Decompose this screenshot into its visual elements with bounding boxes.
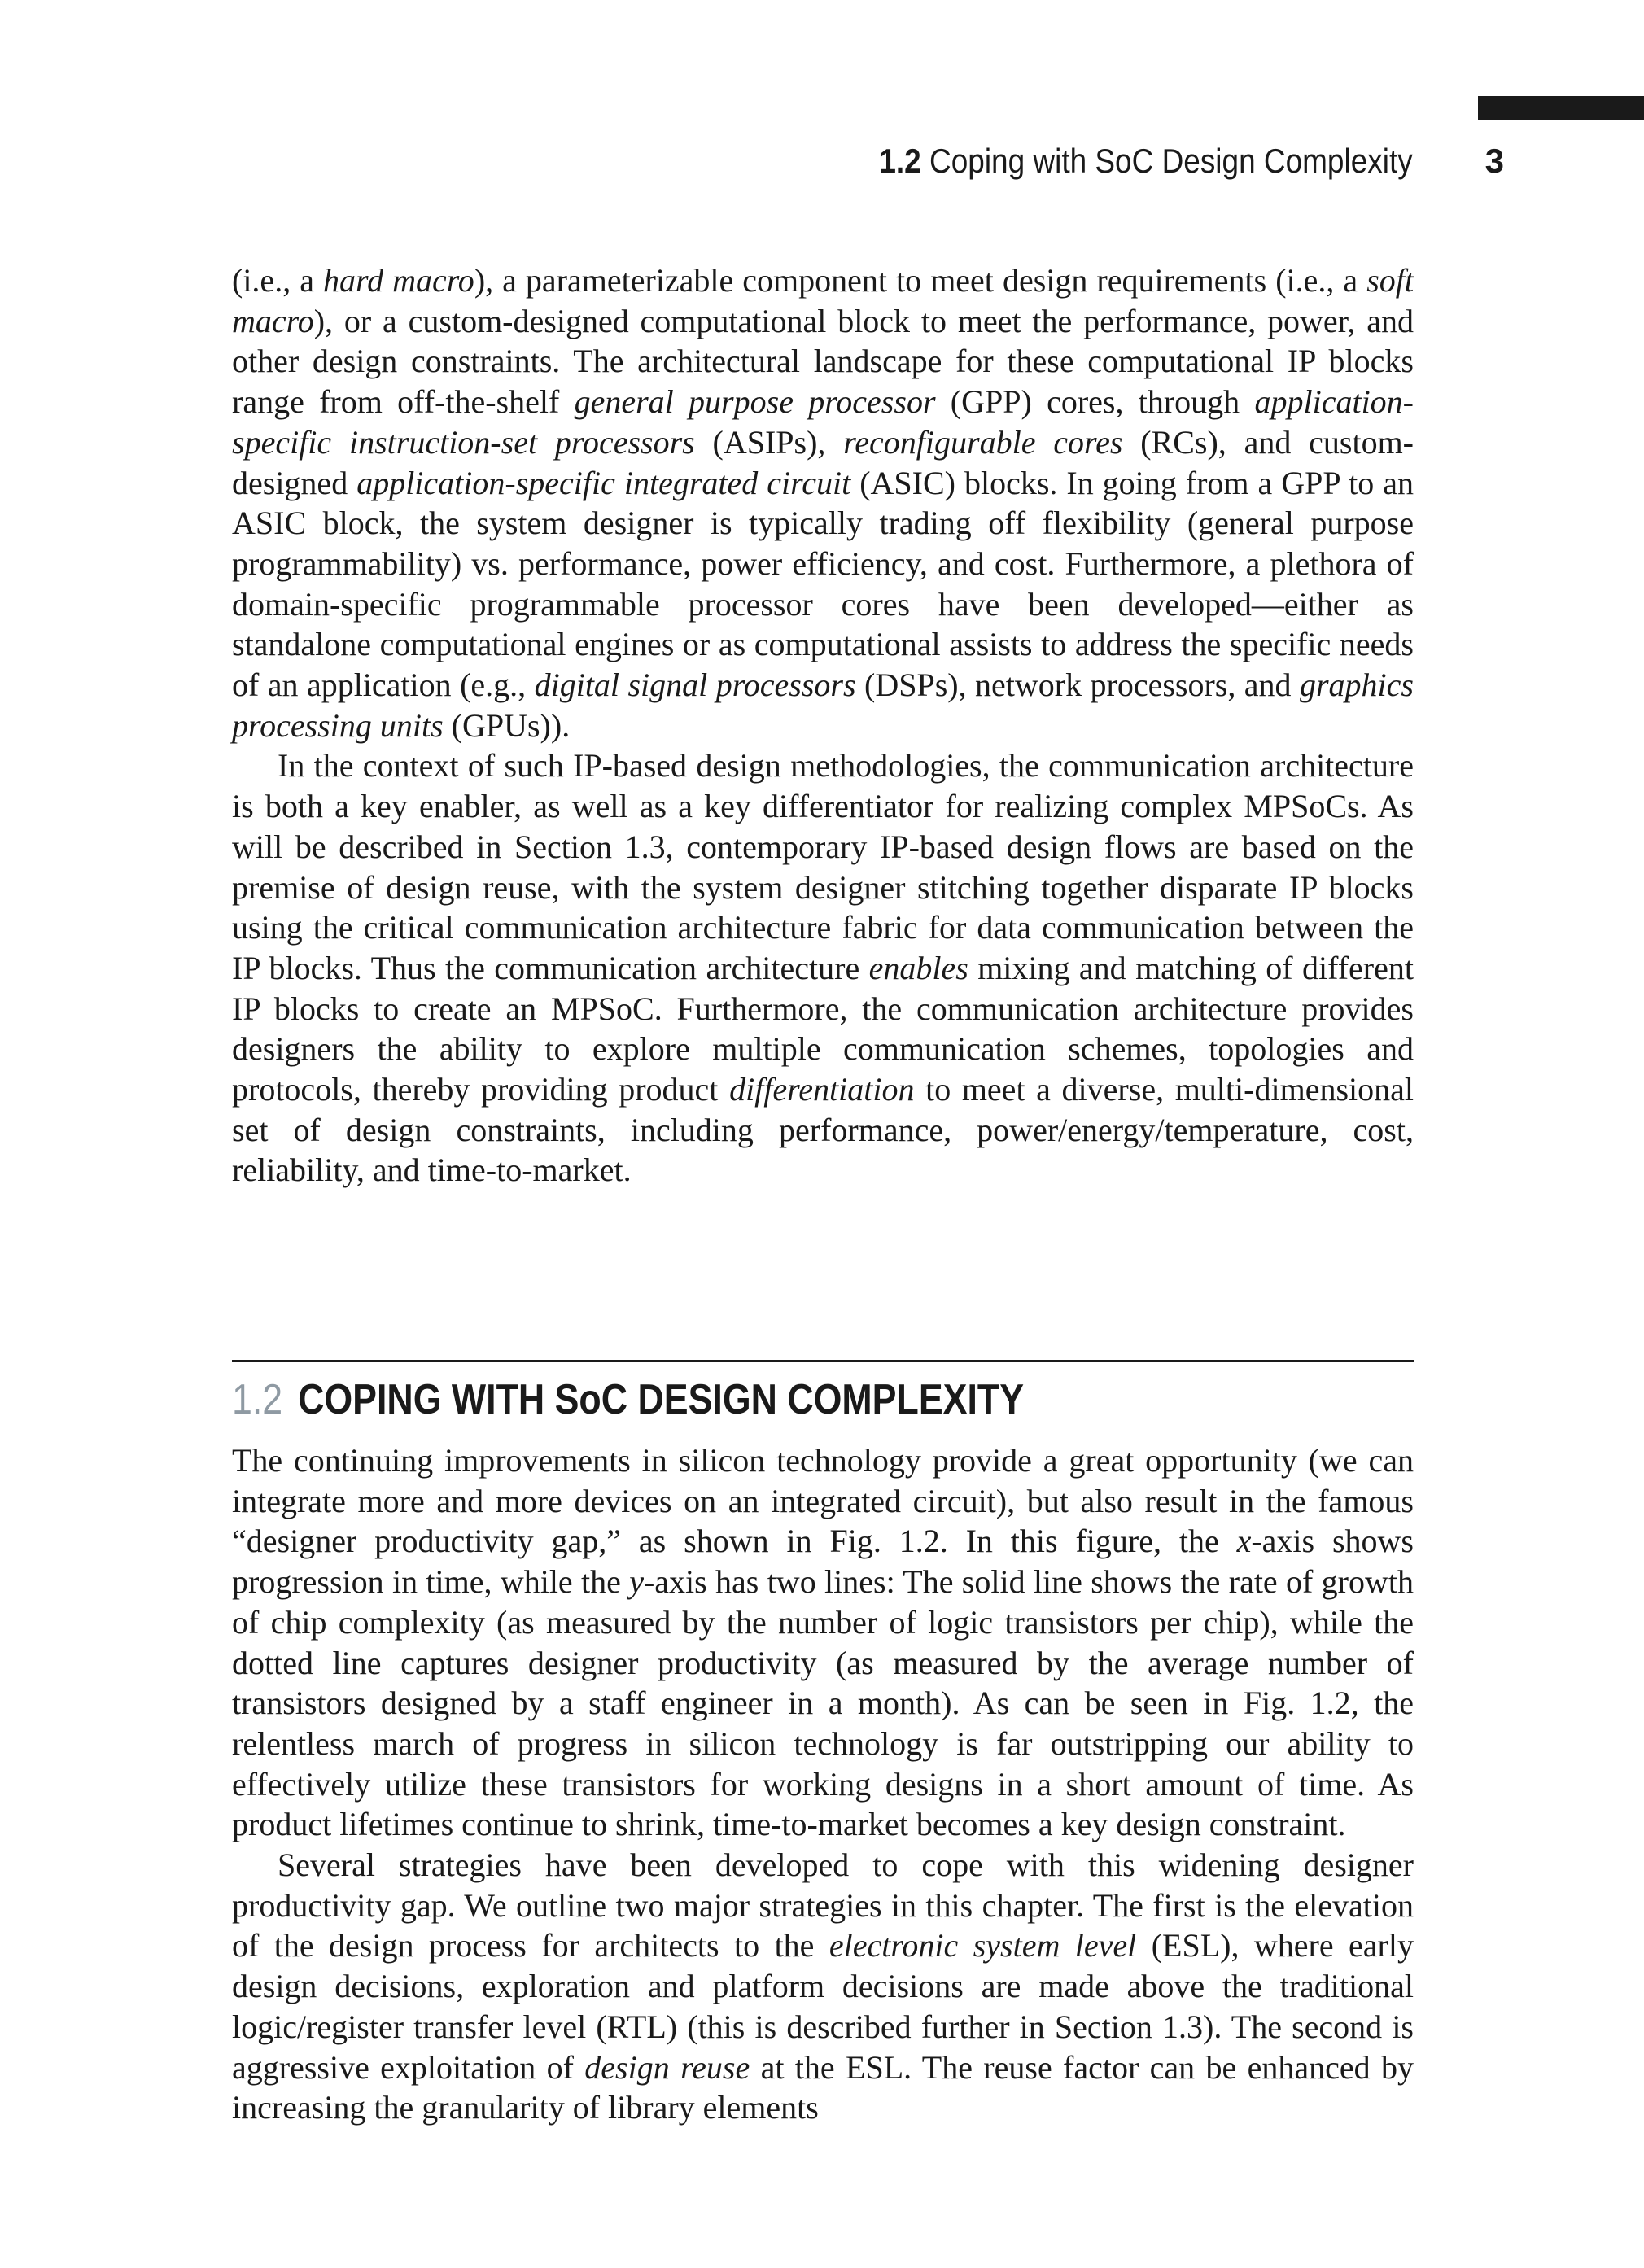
running-head — [732, 133, 1504, 190]
body-text-lower — [232, 1440, 1414, 2128]
running-head-title — [880, 133, 1413, 190]
body-text-upper — [232, 260, 1414, 1191]
paragraph-ip-blocks: (i.e., a hard macro), a parameterizable component to meet design requirements (i.e., a soft macro), or a custom-designed computational block to meet the performance, power, and other design constraints. The architectural landscape for these computational IP blocks range from off-the-shelf general purpose processor (GPP) cores, through application-specific instruction-set processors (ASIPs), reconfigurable cores (RCs), and custom-designed application-specific integrated circuit (ASIC) blocks. In going from a GPP to an ASIC block, the system designer is typically trading off flexibility (general purpose programmability) vs. performance, power efficiency, and cost. Furthermore, a plethora of domain-specific programmable processor cores have been developed—either as standalone computational engines or as computational assists to address the specific needs of an application (e.g., digital signal processors (DSPs), network processors, and graphics processing units (GPUs)). — [232, 262, 1414, 744]
paragraph-productivity-gap: The continuing improvements in silicon technology provide a great opportunity (we can integrate more and more devices on an integrated circuit), but also result in the famous “designer productivity gap,” as shown in Fig. 1.2. In this figure, the x-axis shows progression in time, while the y-axis has two lines: The solid line shows the rate of growth of chip complexity (as measured by the number of logic transistors per chip), while the dotted line captures designer productivity (as measured by the average number of transistors designed by a staff engineer in a month). As can be seen in Fig. 1.2, the relentless march of progress in silicon technology is far outstripping our ability to effectively utilize these transistors for working designs in a short amount of time. As product lifetimes continue to shrink, time-to-market becomes a key design constraint. — [232, 1442, 1414, 1843]
running-head-section-number: 1.2 — [879, 142, 922, 180]
page-number: 3 — [1484, 142, 1504, 180]
section-heading — [232, 1371, 1414, 1428]
section-rule — [232, 1360, 1414, 1362]
running-head-section-title: Coping with SoC Design Complexity — [929, 142, 1413, 180]
chapter-tab-bar — [1478, 96, 1644, 120]
paragraph-communication-architecture: In the context of such IP-based design methodologies, the communication architecture is both a key enabler, as well as a key differentiator for realizing complex MPSoCs. As will be described in Section 1.3, contemporary IP-based design flows are based on the premise of design reuse, with the system designer stitching together disparate IP blocks using the critical communication architecture fabric for data communication between the IP blocks. Thus the communication architecture enables mixing and matching of different IP blocks to create an MPSoC. Furthermore, the communication architecture provides designers the ability to explore multiple communication schemes, topologies and protocols, thereby providing product differentiation to meet a diverse, multi-dimensional set of design constraints, including performance, power/energy/temperature, cost, reliability, and time-to-market. — [232, 747, 1414, 1189]
section-heading-title: COPING WITH SoC DESIGN COMPLEXITY — [298, 1376, 1025, 1423]
paragraph-strategies: Several strategies have been developed to cope with this widening designer productivity gap. We outline two major strategies in this chapter. The first is the elevation of the design process for architects to the electronic system level (ESL), where early design decisions, exploration and platform decisions are made above the traditional logic/register transfer level (RTL) (this is described further in Section 1.3). The second is aggressive exploitation of design reuse at the ESL. The reuse factor can be enhanced by increasing the granularity of library elements — [232, 1846, 1414, 2126]
section-heading-number: 1.2 — [232, 1376, 283, 1423]
